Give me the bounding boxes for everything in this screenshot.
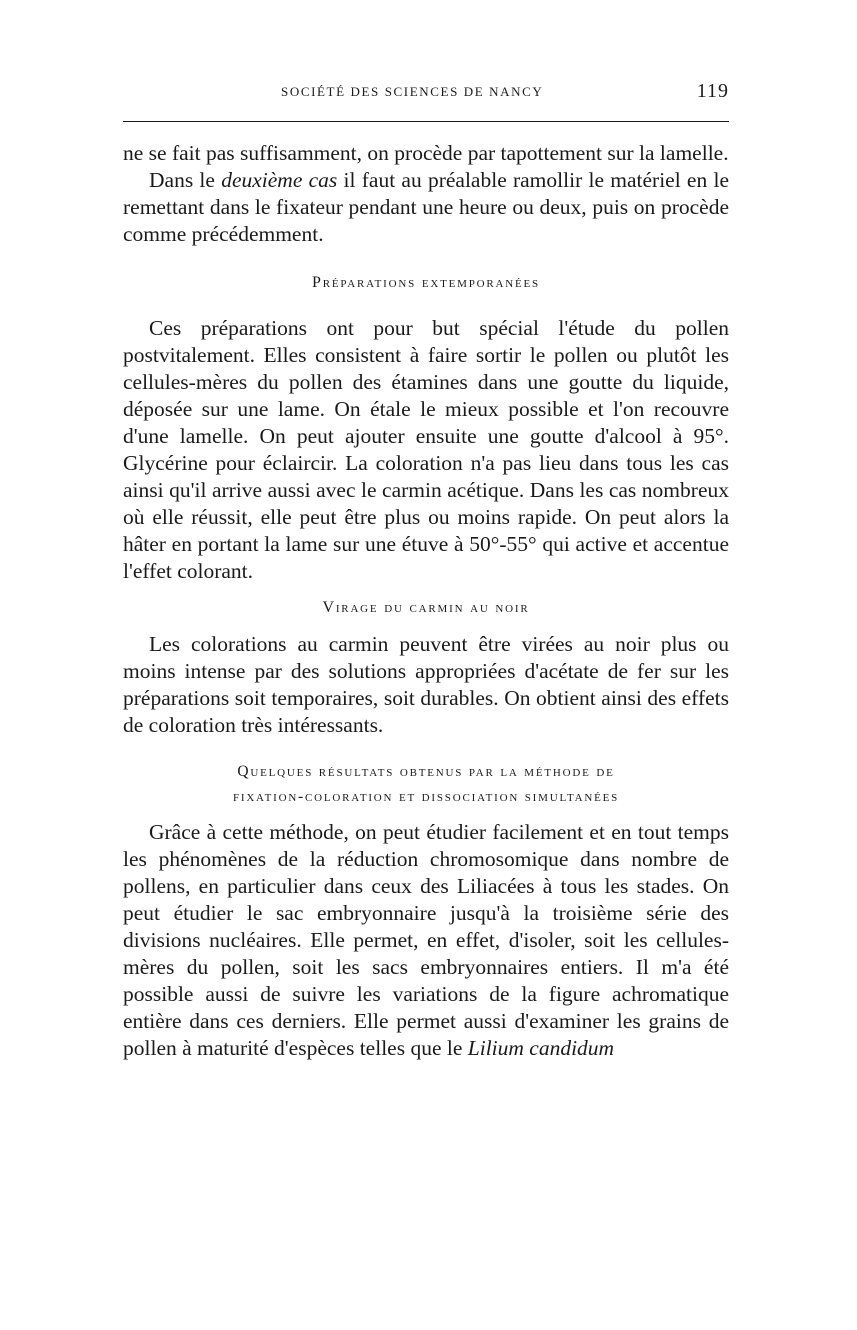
paragraph-continuation xyxy=(123,140,729,167)
italic-species-name: Lilium candidum xyxy=(467,1036,615,1060)
paragraph-second-case xyxy=(123,167,729,248)
section-heading-resultats xyxy=(123,759,729,809)
body-text xyxy=(123,140,729,1062)
page-number: 119 xyxy=(696,80,729,102)
header-rule xyxy=(123,121,729,122)
paragraph-text: ne se fait pas suffisamment, on procède par tapottement sur la lamelle. xyxy=(123,141,729,165)
heading-line: fixation-coloration et dissociation simultanées xyxy=(232,788,620,805)
section-heading-virage: Virage du carmin au noir xyxy=(322,599,530,616)
italic-phrase: deuxième cas xyxy=(221,168,338,192)
paragraph-text: il faut au préalable ramollir le matériel en le remettant dans le fixateur pendant une heure ou deux, puis on procède comme précédemment. xyxy=(123,168,729,246)
paragraph-text: Les colorations au carmin peuvent être virées au noir plus ou moins intense par des solutions appropriées d'acétate de fer sur les préparations soit temporaires, soit durables. On obtient ainsi des effets de coloration très intéressants. xyxy=(123,632,729,737)
paragraph-virage xyxy=(123,631,729,739)
paragraph-text: Ces préparations ont pour but spécial l'étude du pollen postvitalement. Elles consistent à faire sortir le pollen ou plutôt les cellules-mères du pollen des étamines dans une goutte du liquide, déposée sur une lame. On étale le mieux possible et l'on recouvre d'une lamelle. On peut ajouter ensuite une goutte d'alcool à 95°. Glycérine pour éclaircir. La coloration n'a pas lieu dans tous les cas ainsi qu'il arrive aussi avec le carmin acétique. Dans les cas nombreux où elle réussit, elle peut être plus ou moins rapide. On peut alors la hâter en portant la lame sur une étuve à 50°-55° qui active et accentue l'effet colorant. xyxy=(123,316,729,583)
running-head xyxy=(123,80,729,108)
paragraph-resultats xyxy=(123,819,729,1062)
paragraph-text: Dans le xyxy=(149,168,222,192)
section-heading-preparations: Préparations extemporanées xyxy=(312,274,540,291)
heading-line: Quelques résultats obtenus par la méthode de xyxy=(237,763,615,780)
paragraph-text: Grâce à cette méthode, on peut étudier facilement et en tout temps les phénomènes de la réduction chromosomique dans nombre de pollens, en particulier dans ceux des Liliacées à tous les stades. On peut étudier le sac embryonnaire jusqu'à la troisième série des divisions nucléaires. Elle permet, en effet, d'isoler, soit les cellules-mères du pollen, soit les sacs embryonnaires entiers. Il m'a été possible aussi de suivre les variations de la figure achromatique entière dans ces derniers. Elle permet aussi d'examiner les grains de pollen à maturité d'espèces telles que le xyxy=(123,820,729,1060)
running-title: SOCIÉTÉ DES SCIENCES DE NANCY xyxy=(281,84,544,99)
paragraph-preparations xyxy=(123,315,729,585)
